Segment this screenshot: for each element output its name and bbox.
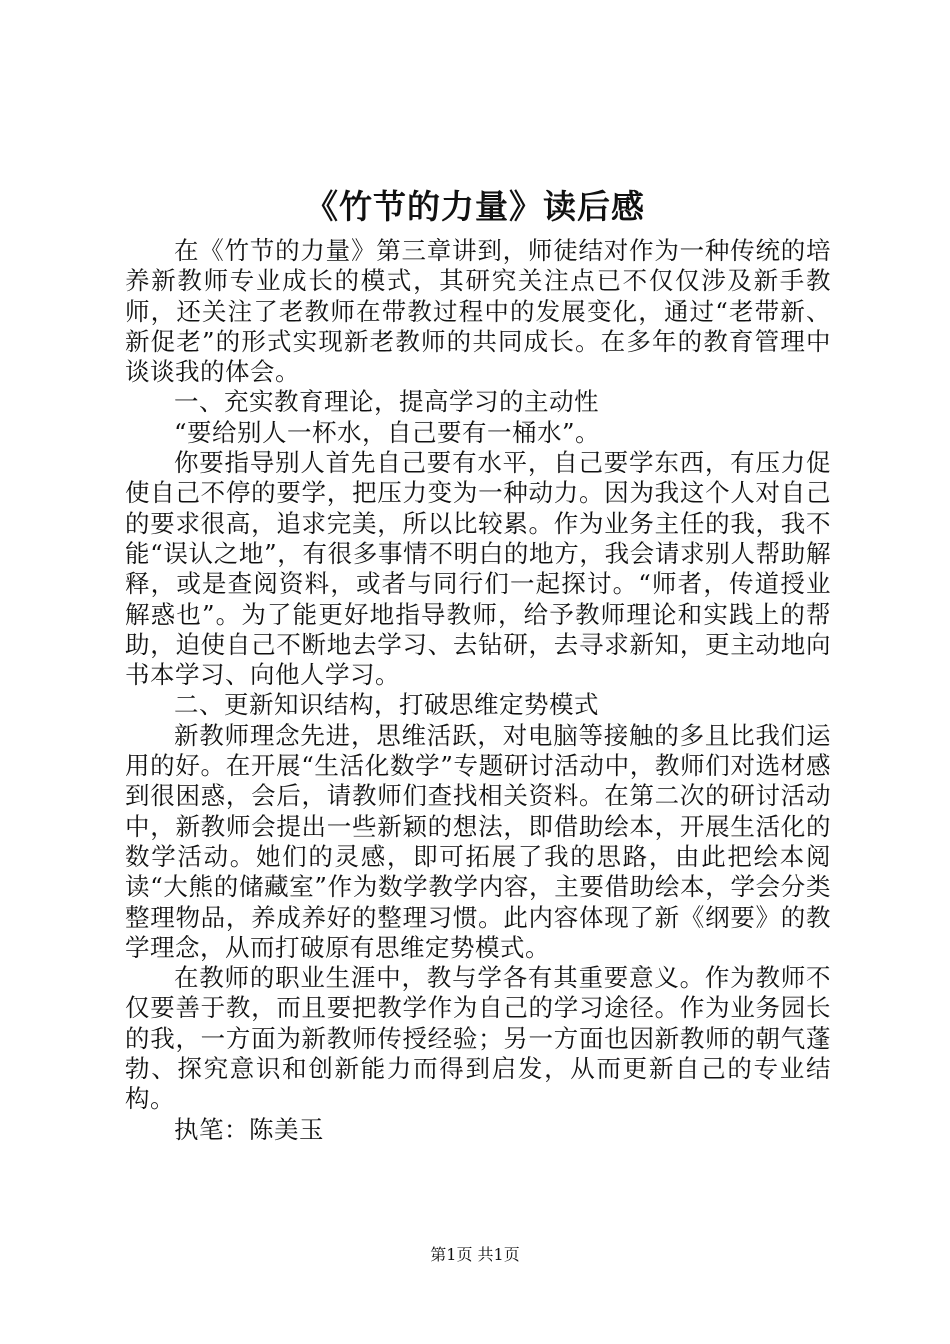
page-footer: 第1页 共1页 bbox=[430, 1245, 520, 1264]
section-2-paragraph: 新教师理念先进，思维活跃，对电脑等接触的多且比我们运用的好。在开展“生活化数学”专题研讨活动中，教师们对选材感到很困惑，会后，请教师们查找相关资料。在第二次的研讨活动中，新教师会提出一些新颖的想法，即借助绘本，开展生活化的数学活动。她们的灵感，即可拓展了我的思路，由此把绘本阅读“大熊的储藏室”作为数学教学内容，主要借助绘本，学会分类整理物品，养成养好的整理习惯。此内容体现了新《纲要》的教学理念，从而打破原有思维定势模式。 bbox=[125, 720, 831, 962]
conclusion-paragraph: 在教师的职业生涯中，教与学各有其重要意义。作为教师不仅要善于教，而且要把教学作为自己的学习途径。作为业务园长的我，一方面为新教师传授经验；另一方面也因新教师的朝气蓬勃、探究意识和创新能力而得到启发，从而更新自己的专业结构。 bbox=[125, 963, 831, 1114]
intro-paragraph: 在《竹节的力量》第三章讲到，师徒结对作为一种传统的培养新教师专业成长的模式，其研究关注点已不仅仅涉及新手教师，还关注了老教师在带教过程中的发展变化，通过“老带新、新促老”的形式实现新老教师的共同成长。在多年的教育管理中谈谈我的体会。 bbox=[125, 236, 831, 387]
document-body bbox=[125, 236, 831, 1145]
quote-line: “要给别人一杯水，自己要有一桶水”。 bbox=[174, 417, 601, 447]
section-heading-2: 二、更新知识结构，打破思维定势模式 bbox=[174, 690, 599, 720]
author-line: 执笔：陈美玉 bbox=[174, 1114, 324, 1144]
section-heading-1: 一、充实教育理论，提高学习的主动性 bbox=[174, 387, 599, 417]
document-title: 《竹节的力量》读后感 bbox=[305, 187, 645, 226]
section-1-paragraph: 你要指导别人首先自己要有水平，自己要学东西，有压力促使自己不停的要学，把压力变为一种动力。因为我这个人对自己的要求很高，追求完美，所以比较累。作为业务主任的我，我不能“误认之地”，有很多事情不明白的地方，我会请求别人帮助解释，或是查阅资料，或者与同行们一起探讨。“师者，传道授业解惑也”。为了能更好地指导教师，给予教师理论和实践上的帮助，迫使自己不断地去学习、去钻研，去寻求新知，更主动地向书本学习、向他人学习。 bbox=[125, 448, 831, 690]
